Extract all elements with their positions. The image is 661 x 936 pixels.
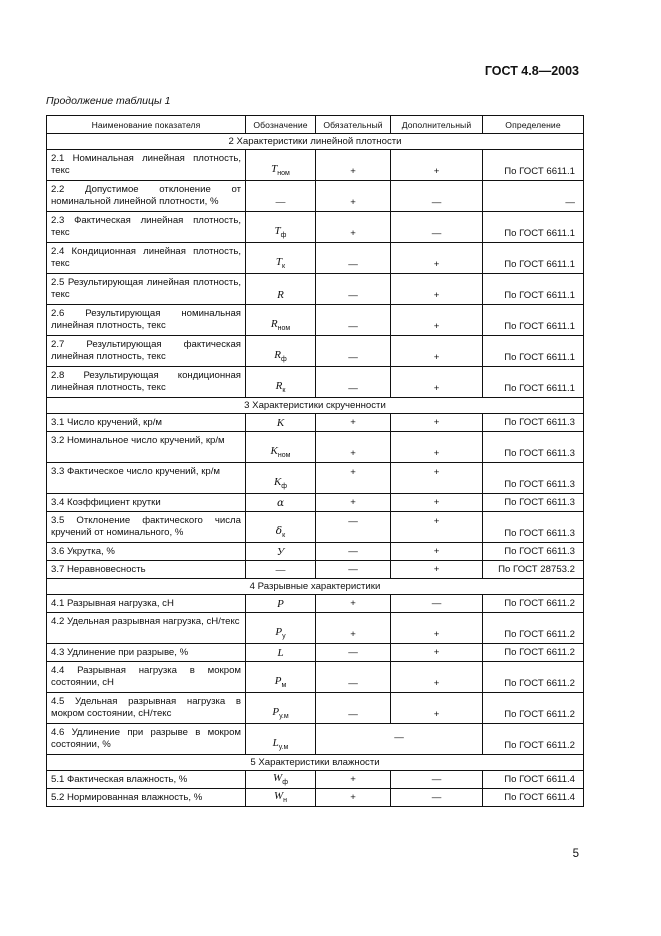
- required-value: +: [316, 494, 391, 512]
- additional-value: +: [391, 494, 483, 512]
- symbol-letter: R: [275, 379, 283, 392]
- definition-value: По ГОСТ 6611.2: [483, 595, 584, 613]
- table-row: [47, 463, 584, 494]
- table-header-row: [47, 116, 584, 134]
- symbol-letter: —: [275, 563, 286, 576]
- indicator-name: 5.1 Фактическая влажность, %: [47, 771, 246, 789]
- section-title: 3 Характеристики скрученности: [47, 398, 584, 414]
- symbol-subscript: н: [283, 797, 288, 805]
- table-row: [47, 789, 584, 807]
- symbol-subscript: к: [282, 387, 286, 394]
- additional-value: +: [391, 644, 483, 662]
- indicator-symbol: [246, 561, 316, 579]
- symbol-letter: —: [275, 196, 286, 208]
- symbol-letter: W: [273, 772, 283, 785]
- symbol-subscript: ф: [280, 232, 287, 239]
- column-header-symbol: Обозначение: [246, 116, 316, 134]
- required-value: +: [316, 771, 391, 789]
- indicator-name: 3.5 Отклонение фактического числа кручений от номинального, %: [47, 512, 246, 543]
- required-value: —: [316, 662, 391, 693]
- required-value: +: [316, 789, 391, 807]
- required-value: —: [316, 336, 391, 367]
- table-row: [47, 336, 584, 367]
- indicator-symbol: [246, 724, 316, 755]
- table-row: [47, 305, 584, 336]
- required-value: —: [316, 367, 391, 398]
- required-value: —: [316, 243, 391, 274]
- table-row: [47, 644, 584, 662]
- indicator-symbol: [246, 305, 316, 336]
- definition-value: По ГОСТ 6611.1: [483, 150, 584, 181]
- symbol-subscript: ном: [277, 325, 291, 332]
- indicator-symbol: [246, 595, 316, 613]
- symbol-letter: K: [276, 416, 285, 429]
- symbol-letter: W: [273, 790, 284, 803]
- additional-value: +: [391, 414, 483, 432]
- required-value: —: [316, 644, 391, 662]
- symbol-letter: P: [277, 597, 284, 610]
- column-header-additional: Дополнительный: [391, 116, 483, 134]
- table-row: [47, 561, 584, 579]
- indicator-name: 4.5 Удельная разрывная нагрузка в мокром состоянии, сН/текс: [47, 693, 246, 724]
- symbol-letter: R: [274, 348, 281, 361]
- additional-value: —: [391, 595, 483, 613]
- indicator-symbol: [246, 771, 316, 789]
- table-row: [47, 274, 584, 305]
- required-value: —: [316, 543, 391, 561]
- indicator-name: 2.5 Результирующая линейная плотность, текс: [47, 274, 246, 305]
- column-header-definition: Определение: [483, 116, 584, 134]
- indicator-symbol: [246, 662, 316, 693]
- indicator-name: 4.1 Разрывная нагрузка, сН: [47, 595, 246, 613]
- definition-value: По ГОСТ 6611.1: [483, 367, 584, 398]
- indicator-symbol: [246, 150, 316, 181]
- indicator-name: 3.1 Число кручений, кр/м: [47, 414, 246, 432]
- table-caption: Продолжение таблицы 1: [46, 95, 171, 107]
- symbol-letter: T: [274, 224, 281, 237]
- symbol-letter: T: [275, 255, 283, 268]
- required-value: —: [316, 305, 391, 336]
- table-row: [47, 724, 584, 755]
- indicator-name: 2.6 Результирующая номинальная линейная плотность, текс: [47, 305, 246, 336]
- required-value: +: [316, 595, 391, 613]
- required-value: —: [316, 561, 391, 579]
- additional-value: +: [391, 613, 483, 644]
- required-value: —: [316, 512, 391, 543]
- indicator-symbol: [246, 432, 316, 463]
- table-row: [47, 693, 584, 724]
- indicator-symbol: [246, 543, 316, 561]
- required-value: +: [316, 432, 391, 463]
- symbol-subscript: у.м: [278, 744, 289, 751]
- required-value: +: [316, 463, 391, 494]
- definition-value: По ГОСТ 6611.3: [483, 494, 584, 512]
- symbol-subscript: ном: [277, 170, 290, 177]
- required-value: +: [316, 181, 391, 212]
- definition-value: По ГОСТ 28753.2: [483, 561, 584, 579]
- additional-value: +: [391, 662, 483, 693]
- table-row: [47, 243, 584, 274]
- symbol-letter: T: [271, 162, 278, 175]
- symbol-letter: R: [277, 289, 284, 301]
- document-code: ГОСТ 4.8—2003: [484, 64, 579, 78]
- indicator-symbol: [246, 693, 316, 724]
- indicators-table: [46, 115, 584, 807]
- additional-value: +: [391, 367, 483, 398]
- definition-value: По ГОСТ 6611.2: [483, 613, 584, 644]
- definition-value: По ГОСТ 6611.1: [483, 336, 584, 367]
- indicator-name: 2.2 Допустимое отклонение от номинальной линейной плотности, %: [47, 181, 246, 212]
- symbol-letter: P: [272, 705, 280, 718]
- table-row: [47, 613, 584, 644]
- symbol-letter: P: [275, 625, 283, 638]
- definition-value: По ГОСТ 6611.2: [483, 693, 584, 724]
- additional-value: —: [391, 181, 483, 212]
- page-number: 5: [572, 848, 579, 860]
- indicator-name: 2.8 Результирующая кондиционная линейная плотность, текс: [47, 367, 246, 398]
- indicator-symbol: [246, 613, 316, 644]
- symbol-letter: L: [277, 646, 284, 659]
- definition-value: По ГОСТ 6611.4: [483, 771, 584, 789]
- indicator-symbol: [246, 181, 316, 212]
- table-row: [47, 512, 584, 543]
- table-row: [47, 181, 584, 212]
- section-title: 4 Разрывные характеристики: [47, 579, 584, 595]
- definition-value: По ГОСТ 6611.3: [483, 512, 584, 543]
- symbol-subscript: ф: [280, 356, 287, 363]
- additional-value: —: [391, 212, 483, 243]
- symbol-subscript: ф: [282, 779, 288, 787]
- indicator-name: 4.6 Удлинение при разрыве в мокром состоянии, %: [47, 724, 246, 755]
- section-title: 5 Характеристики влажности: [47, 755, 584, 771]
- indicator-name: 4.2 Удельная разрывная нагрузка, сН/текс: [47, 613, 246, 644]
- symbol-letter: K: [270, 444, 278, 457]
- indicator-name: 2.3 Фактическая линейная плотность, текс: [47, 212, 246, 243]
- indicator-name: 2.4 Кондиционная линейная плотность, текс: [47, 243, 246, 274]
- indicator-name: 3.2 Номинальное число кручений, кр/м: [47, 432, 246, 463]
- required-value: —: [316, 274, 391, 305]
- indicator-name: 3.3 Фактическое число кручений, кр/м: [47, 463, 246, 494]
- indicator-name: 5.2 Нормированная влажность, %: [47, 789, 246, 807]
- indicator-name: 3.6 Укрутка, %: [47, 543, 246, 561]
- indicator-name: 2.1 Номинальная линейная плотность, текс: [47, 150, 246, 181]
- symbol-subscript: у: [282, 633, 286, 640]
- definition-value: По ГОСТ 6611.3: [483, 543, 584, 561]
- definition-value: По ГОСТ 6611.1: [483, 212, 584, 243]
- section-row: [47, 134, 584, 150]
- additional-value: +: [391, 336, 483, 367]
- required-value: +: [316, 212, 391, 243]
- additional-value: +: [391, 305, 483, 336]
- indicator-symbol: [246, 336, 316, 367]
- merged-value: —: [316, 724, 483, 755]
- definition-value: По ГОСТ 6611.2: [483, 662, 584, 693]
- section-row: [47, 579, 584, 595]
- definition-value: По ГОСТ 6611.1: [483, 305, 584, 336]
- column-header-required: Обязательный: [316, 116, 391, 134]
- definition-value: —: [483, 181, 584, 212]
- symbol-subscript: к: [282, 263, 286, 270]
- additional-value: —: [391, 789, 483, 807]
- required-value: —: [316, 693, 391, 724]
- definition-value: По ГОСТ 6611.3: [483, 432, 584, 463]
- definition-value: По ГОСТ 6611.2: [483, 724, 584, 755]
- indicator-symbol: [246, 367, 316, 398]
- symbol-letter: P: [274, 674, 282, 687]
- indicator-symbol: [246, 243, 316, 274]
- symbol-subscript: к: [282, 532, 286, 539]
- table-row: [47, 771, 584, 789]
- required-value: +: [316, 150, 391, 181]
- additional-value: +: [391, 512, 483, 543]
- table-row: [47, 662, 584, 693]
- indicator-name: 4.4 Разрывная нагрузка в мокром состоянии, сН: [47, 662, 246, 693]
- symbol-letter: L: [272, 736, 279, 749]
- indicator-symbol: [246, 414, 316, 432]
- definition-value: По ГОСТ 6611.3: [483, 414, 584, 432]
- symbol-subscript: у.м: [279, 713, 289, 720]
- table-row: [47, 212, 584, 243]
- definition-value: По ГОСТ 6611.1: [483, 274, 584, 305]
- additional-value: +: [391, 432, 483, 463]
- required-value: +: [316, 414, 391, 432]
- indicator-name: 3.4 Коэффициент крутки: [47, 494, 246, 512]
- column-header-name: Наименование показателя: [47, 116, 246, 134]
- symbol-subscript: м: [281, 682, 287, 689]
- indicator-symbol: [246, 644, 316, 662]
- indicator-symbol: [246, 212, 316, 243]
- symbol-letter: R: [270, 317, 278, 330]
- definition-value: По ГОСТ 6611.4: [483, 789, 584, 807]
- indicator-symbol: [246, 512, 316, 543]
- symbol-letter: У: [276, 545, 285, 558]
- indicator-name: 3.7 Неравновесность: [47, 561, 246, 579]
- indicator-symbol: [246, 463, 316, 494]
- indicator-name: 4.3 Удлинение при разрыве, %: [47, 644, 246, 662]
- definition-value: По ГОСТ 6611.3: [483, 463, 584, 494]
- symbol-letter: δ: [275, 524, 283, 537]
- additional-value: +: [391, 463, 483, 494]
- additional-value: +: [391, 150, 483, 181]
- definition-value: По ГОСТ 6611.2: [483, 644, 584, 662]
- section-row: [47, 755, 584, 771]
- indicator-symbol: [246, 274, 316, 305]
- required-value: +: [316, 613, 391, 644]
- additional-value: +: [391, 243, 483, 274]
- table-row: [47, 150, 584, 181]
- section-row: [47, 398, 584, 414]
- additional-value: +: [391, 543, 483, 561]
- table-row: [47, 494, 584, 512]
- additional-value: —: [391, 771, 483, 789]
- table-row: [47, 414, 584, 432]
- indicator-name: 2.7 Результирующая фактическая линейная плотность, текс: [47, 336, 246, 367]
- definition-value: По ГОСТ 6611.1: [483, 243, 584, 274]
- section-title: 2 Характеристики линейной плотности: [47, 134, 584, 150]
- symbol-subscript: ном: [277, 452, 291, 459]
- additional-value: +: [391, 561, 483, 579]
- symbol-letter: α: [276, 496, 285, 509]
- symbol-letter: K: [273, 475, 282, 488]
- table-row: [47, 432, 584, 463]
- table-row: [47, 595, 584, 613]
- table-row: [47, 543, 584, 561]
- additional-value: +: [391, 693, 483, 724]
- additional-value: +: [391, 274, 483, 305]
- table-row: [47, 367, 584, 398]
- symbol-subscript: ф: [281, 483, 288, 490]
- indicator-symbol: [246, 789, 316, 807]
- indicator-symbol: [246, 494, 316, 512]
